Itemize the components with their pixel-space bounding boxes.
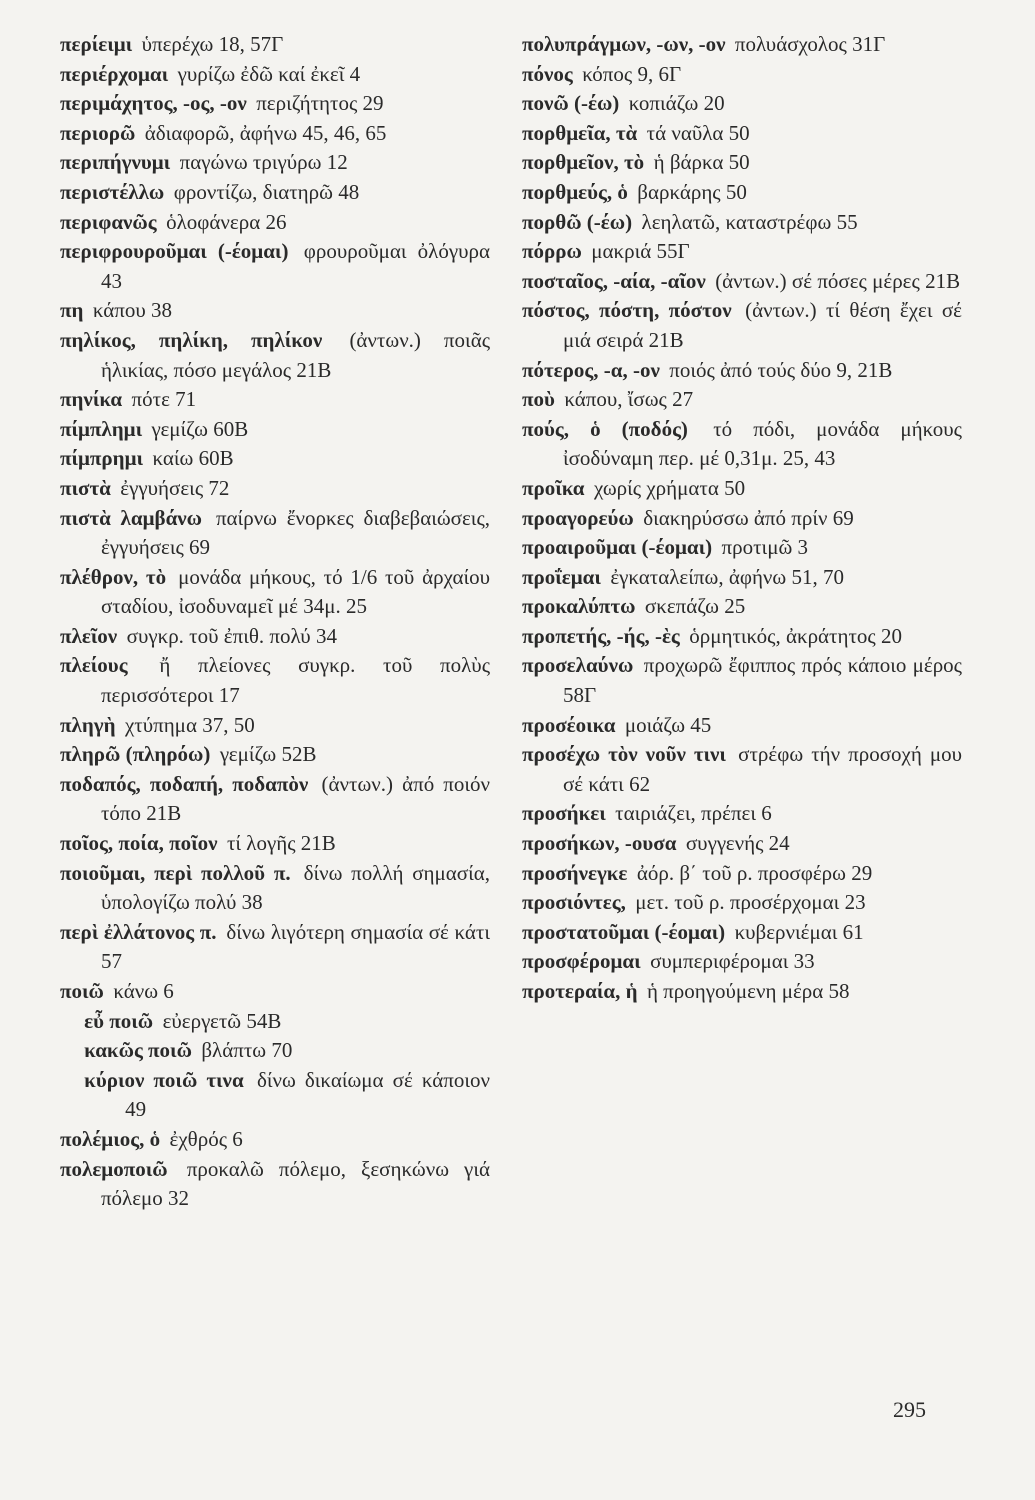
glossary-left-column (60, 30, 490, 1214)
entry-headword: ποδαπός, ποδαπή, ποδαπὸν (60, 771, 309, 796)
entry-definition: χτύπημα 37, 50 (124, 712, 255, 737)
entry-definition: δίνω δικαίωμα σέ κάποιον 49 (125, 1067, 490, 1122)
entry-headword: πληγὴ (60, 712, 116, 737)
entry-definition: ἡ βάρκα 50 (653, 150, 750, 175)
entry-headword: προσιόντες, (522, 890, 626, 915)
glossary-entry (522, 651, 962, 710)
glossary-entry (60, 474, 490, 504)
glossary-entry (522, 977, 962, 1007)
entry-headword: ποιῶ (60, 979, 104, 1003)
glossary-entry (522, 267, 962, 297)
entry-definition: στρέφω τήν προσοχή μου σέ κάτι 62 (562, 742, 963, 796)
entry-definition: μονάδα μήκους, τό 1/6 τοῦ ἀρχαίου σταδίου, ἰσοδυναμεῖ μέ 34μ. 25 (100, 564, 490, 619)
glossary-entry (60, 326, 490, 385)
entry-headword: πλέθρον, τὸ (60, 564, 167, 589)
entry-headword: πολεμοποιῶ (60, 1156, 168, 1181)
glossary-entry (60, 178, 490, 208)
entry-headword: πορθμεῖον, τὸ (522, 150, 645, 175)
entry-definition: συγκρ. τοῦ ἐπιθ. πολύ 34 (126, 623, 337, 648)
entry-headword: περιορῶ (60, 120, 136, 145)
entry-definition: πότε 71 (131, 387, 197, 412)
entry-headword: πορθμεῖα, τὰ (522, 120, 638, 145)
entry-definition: δίνω λιγότερη σημασία σέ κάτι 57 (100, 919, 490, 974)
entry-definition: μετ. τοῦ ρ. προσέρχομαι 23 (635, 890, 866, 915)
entry-headword: πόνος (522, 61, 573, 86)
entry-headword: ποὺ (522, 387, 555, 412)
entry-definition: βλάπτω 70 (201, 1038, 293, 1063)
glossary-entry (60, 237, 490, 296)
glossary-entry (60, 563, 490, 622)
entry-definition: φροντίζω, διατηρῶ 48 (173, 179, 360, 204)
entry-definition: κάπου 38 (92, 298, 173, 323)
glossary-entry (522, 829, 962, 859)
glossary-entry (60, 918, 490, 977)
entry-headword: πορθμεύς, ὁ (522, 179, 628, 204)
entry-headword: προσέχω τὸν νοῦν τινι (522, 742, 726, 767)
entry-definition: γεμίζω 60Β (151, 416, 249, 441)
entry-definition: δίνω πολλή σημασία, ὑπολογίζω πολύ 38 (100, 860, 490, 915)
page-number: 295 (893, 1397, 926, 1422)
entry-headword: πολυπράγμων, -ων, -ον (522, 32, 726, 56)
entry-headword: πιστὰ λαμβάνω (60, 505, 203, 530)
entry-headword: περιμάχητος, -ος, -ον (60, 91, 247, 116)
entry-headword: ποιοῦμαι, περὶ πολλοῦ π. (60, 860, 291, 885)
glossary-entry (60, 1125, 490, 1155)
glossary-entry (522, 178, 962, 208)
entry-definition: μοιάζω 45 (624, 712, 712, 737)
glossary-entry (522, 740, 962, 799)
glossary-entry (522, 30, 962, 60)
entry-definition: τό πόδι, μονάδα μήκους ἰσοδύναμη περ. μέ 0,31μ. 25, 43 (562, 416, 962, 471)
entry-definition: προκαλῶ πόλεμο, ξεσηκώνω γιά πόλεμο 32 (100, 1156, 490, 1211)
entry-definition: βαρκάρης 50 (637, 179, 747, 204)
glossary-entry (522, 208, 962, 238)
entry-definition: παίρνω ἔνορκες διαβεβαιώσεις, ἐγγυήσεις 69 (100, 505, 491, 560)
glossary-entry (522, 89, 962, 119)
entry-headword: περιστέλλω (60, 179, 165, 204)
entry-headword: προσήνεγκε (522, 860, 628, 885)
entry-headword: περὶ ἐλλάτονος π. (60, 919, 217, 944)
entry-headword: κύριον ποιῶ τινα (84, 1067, 244, 1092)
glossary-entry (522, 504, 962, 534)
entry-headword: πόστος, πόστη, πόστον (522, 298, 732, 323)
glossary-entry (522, 888, 962, 918)
glossary-entry (60, 60, 490, 90)
glossary-entry (522, 385, 962, 415)
entry-headword: προσέοικα (522, 712, 616, 737)
entry-headword: πιστὰ (60, 475, 111, 500)
entry-headword: πη (60, 298, 84, 323)
entry-headword: πονῶ (-έω) (522, 91, 620, 116)
entry-definition: διακηρύσσω ἀπό πρίν 69 (643, 505, 854, 530)
entry-definition: πολυάσχολος 31Γ (734, 32, 886, 56)
entry-definition: ταιριάζει, πρέπει 6 (615, 801, 772, 826)
entry-headword: εὖ ποιῶ (84, 1008, 154, 1033)
entry-definition: κάνω 6 (113, 979, 174, 1003)
glossary-entry (522, 592, 962, 622)
entry-definition: φρουροῦμαι ὀλόγυρα 43 (100, 239, 490, 293)
entry-headword: πλείους (60, 653, 128, 678)
glossary-entry (60, 148, 490, 178)
entry-headword: πηλίκος, πηλίκη, πηλίκον (60, 327, 323, 352)
entry-definition: ὁλοφάνερα 26 (166, 209, 287, 234)
entry-definition: ἐγκαταλείπω, ἀφήνω 51, 70 (610, 564, 844, 589)
entry-definition: σκεπάζω 25 (644, 594, 746, 619)
entry-definition: ὑπερέχω 18, 57Γ (141, 32, 284, 56)
glossary-entry (60, 622, 490, 652)
entry-headword: πληρῶ (πληρόω) (60, 742, 211, 767)
entry-headword: προῖκα (522, 475, 585, 500)
glossary-entry (60, 651, 490, 710)
entry-headword: προσελαύνω (522, 653, 634, 678)
entry-definition: τά ναῦλα 50 (646, 120, 750, 145)
glossary-entry (60, 711, 490, 741)
glossary-entry (522, 356, 962, 386)
entry-headword: προσφέρομαι (522, 949, 641, 974)
glossary-entry (60, 740, 490, 770)
glossary-entry (522, 533, 962, 563)
entry-headword: ποσταῖος, -αία, -αῖον (522, 268, 706, 293)
entry-definition: μακριά 55Γ (591, 239, 690, 264)
glossary-entry (522, 918, 962, 948)
entry-headword: προΐεμαι (522, 564, 601, 589)
entry-definition: ποιός ἀπό τούς δύο 9, 21Β (669, 357, 893, 382)
entry-headword: προσήκει (522, 801, 606, 826)
glossary-entry (60, 1036, 490, 1066)
glossary-entry (60, 1007, 490, 1037)
entry-headword: προσήκων, -ουσα (522, 831, 677, 856)
glossary-entry (60, 444, 490, 474)
glossary-entry (522, 119, 962, 149)
entry-definition: συγγενής 24 (685, 831, 790, 856)
glossary-entry (60, 1155, 490, 1214)
entry-definition: κάπου, ἴσως 27 (564, 387, 694, 412)
glossary-entry (60, 296, 490, 326)
entry-headword: περιφανῶς (60, 209, 157, 234)
glossary-entry (60, 30, 490, 60)
glossary-entry (60, 89, 490, 119)
entry-headword: προπετής, -ής, -ὲς (522, 623, 680, 648)
entry-definition: (ἀντων.) ποιᾶς ἡλικίας, πόσο μεγάλος 21Β (100, 327, 491, 382)
glossary-entry (522, 415, 962, 474)
glossary-entry (522, 622, 962, 652)
entry-headword: πλεῖον (60, 623, 118, 648)
entry-definition: ἤ πλείονες συγκρ. τοῦ πολὺς περισσότεροι 17 (100, 653, 491, 708)
glossary-entry (60, 859, 490, 918)
glossary-entry (60, 977, 490, 1007)
entry-definition: ἡ προηγούμενη μέρα 58 (646, 979, 850, 1003)
entry-definition: (ἀντων.) σέ πόσες μέρες 21Β (715, 268, 961, 293)
entry-headword: προκαλύπτω (522, 594, 636, 619)
entry-headword: πορθῶ (-έω) (522, 209, 633, 234)
entry-headword: πούς, ὁ (ποδός) (522, 416, 688, 441)
entry-definition: προχωρῶ ἔφιππος πρός κάποιο μέρος 58Γ (562, 653, 962, 708)
entry-headword: πότερος, -α, -ον (522, 357, 660, 382)
entry-headword: πόρρω (522, 239, 582, 264)
glossary-entry (60, 770, 490, 829)
entry-headword: κακῶς ποιῶ (84, 1038, 192, 1063)
entry-headword: περιπήγνυμι (60, 150, 171, 175)
entry-headword: περίειμι (60, 32, 133, 56)
entry-definition: λεηλατῶ, καταστρέφω 55 (641, 209, 858, 234)
entry-headword: πίμπλημι (60, 416, 143, 441)
entry-definition: (ἀντων.) ἀπό ποιόν τόπο 21Β (100, 771, 491, 826)
entry-definition: (ἀντων.) τί θέση ἔχει σέ μιά σειρά 21Β (562, 298, 962, 352)
entry-definition: τί λογῆς 21Β (226, 831, 336, 856)
entry-definition: γεμίζω 52Β (219, 742, 317, 767)
entry-definition: ἐγγυήσεις 72 (120, 475, 230, 500)
glossary-entry (522, 296, 962, 355)
entry-headword: πηνίκα (60, 387, 123, 412)
glossary-entry (60, 504, 490, 563)
glossary-entry (522, 711, 962, 741)
glossary-entry (60, 415, 490, 445)
entry-headword: προτεραία, ἡ (522, 979, 638, 1003)
glossary-entry (522, 859, 962, 889)
glossary-entry (522, 799, 962, 829)
entry-definition: ὁρμητικός, ἀκράτητος 20 (689, 623, 902, 648)
entry-headword: ποῖος, ποία, ποῖον (60, 831, 218, 856)
glossary-entry (522, 237, 962, 267)
glossary-entry (60, 385, 490, 415)
entry-definition: κόπος 9, 6Γ (582, 61, 682, 86)
entry-definition: ἀδιαφορῶ, ἀφήνω 45, 46, 65 (144, 120, 387, 145)
entry-definition: γυρίζω ἐδῶ καί ἐκεῖ 4 (177, 61, 361, 86)
glossary-entry (60, 829, 490, 859)
entry-headword: πίμπρημι (60, 446, 144, 471)
entry-definition: καίω 60Β (152, 446, 234, 471)
glossary-entry (60, 119, 490, 149)
entry-headword: προαιροῦμαι (-έομαι) (522, 535, 713, 560)
entry-definition: κοπιάζω 20 (628, 91, 725, 116)
glossary-entry (522, 474, 962, 504)
entry-definition: χωρίς χρήματα 50 (593, 475, 746, 500)
entry-definition: εὐεργετῶ 54Β (162, 1008, 282, 1033)
entry-definition: ἐχθρός 6 (169, 1126, 243, 1151)
glossary-entry (522, 563, 962, 593)
entry-definition: κυβερνιέμαι 61 (734, 919, 864, 944)
glossary-entry (522, 148, 962, 178)
glossary-entry (60, 208, 490, 238)
entry-headword: περιέρχομαι (60, 61, 169, 86)
entry-definition: συμπεριφέρομαι 33 (650, 949, 815, 974)
glossary-right-column (522, 30, 962, 1007)
entry-headword: πολέμιος, ὁ (60, 1126, 161, 1151)
glossary-entry (60, 1066, 490, 1125)
entry-definition: παγώνω τριγύρω 12 (179, 150, 348, 175)
entry-definition: προτιμῶ 3 (721, 535, 809, 560)
glossary-entry (522, 947, 962, 977)
entry-headword: περιφρουροῦμαι (-έομαι) (60, 239, 289, 264)
entry-definition: περιζήτητος 29 (256, 91, 384, 116)
entry-headword: προστατοῦμαι (-έομαι) (522, 919, 726, 944)
entry-headword: προαγορεύω (522, 505, 634, 530)
glossary-entry (522, 60, 962, 90)
entry-definition: ἀόρ. β΄ τοῦ ρ. προσφέρω 29 (636, 860, 873, 885)
